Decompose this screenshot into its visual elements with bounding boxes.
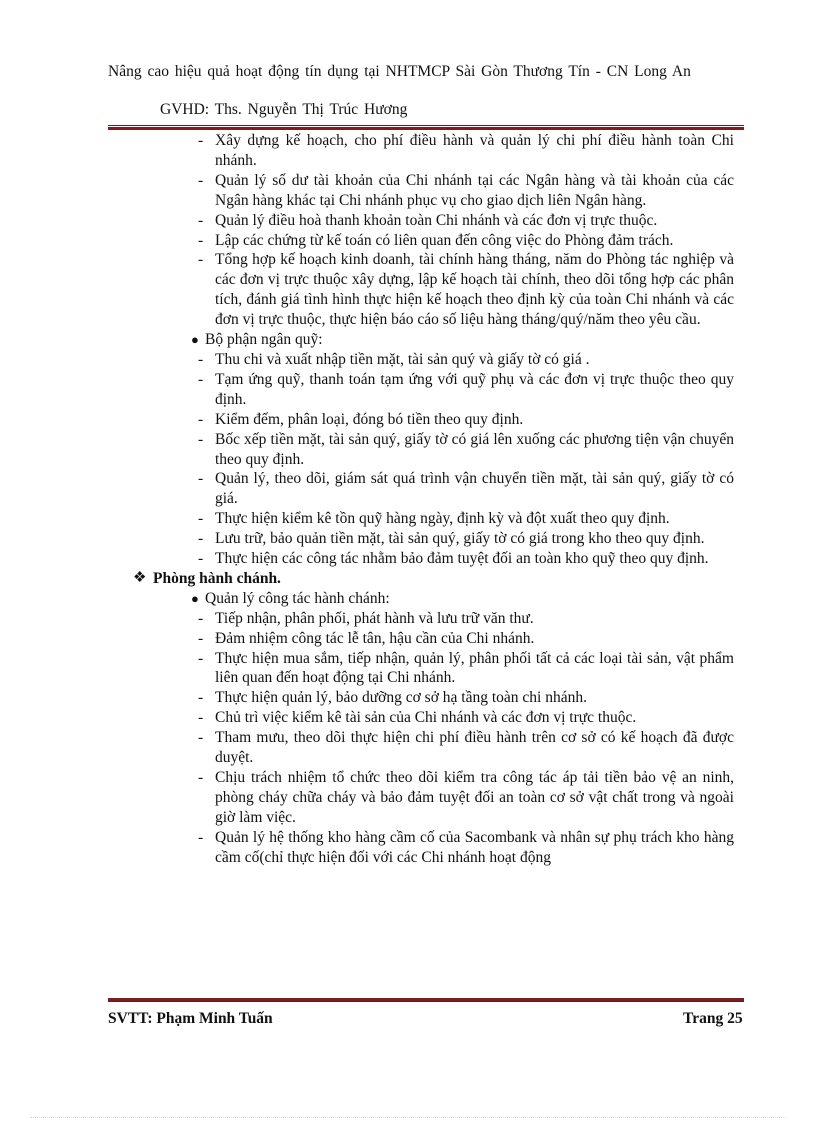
subheading-hanh-chanh [108,589,744,609]
dash-marker: - [198,550,204,568]
page-bottom-edge [30,1117,786,1118]
subheading-ngan-quy [108,330,744,350]
footer-divider [108,997,744,1002]
dash-marker: - [198,629,204,647]
list-item-text: Chịu trách nhiệm tổ chức theo dõi kiểm tra công tác áp tải tiền bảo vệ an ninh, phòng cháy chữa cháy và bảo đảm tuyệt đối an toàn cơ sở vật chất trong và ngoài giờ làm việc. [215,769,734,826]
dash-marker: - [198,530,204,548]
dash-list-finance [108,131,744,330]
dash-list-ngan-quy [108,350,744,569]
dash-marker: - [198,470,204,488]
list-item-text: Thực hiện các công tác nhằm bảo đảm tuyệt đối an toàn kho quỹ theo quy định. [215,550,709,568]
dash-marker: - [198,769,204,786]
page-number: Trang 25 [683,1010,743,1027]
dash-marker: - [198,370,204,388]
subheading-text: Bộ phận ngân quỹ: [205,331,323,349]
list-item [108,629,744,649]
list-item-text: Tiếp nhận, phân phối, phát hành và lưu trữ văn thư. [215,609,534,627]
dash-marker: - [198,729,204,747]
list-item [108,649,744,689]
header-divider [108,125,744,130]
list-item-text: Quản lý hệ thống kho hàng cầm cố của Sacombank và nhân sự phụ trách kho hàng cầm cố(chỉ thực hiện đối với các Chi nhánh hoạt động [215,828,734,866]
list-item-text: Lưu trữ, bảo quản tiền mặt, tài sản quý, giấy tờ có giá trong kho theo quy định. [215,530,705,548]
dash-marker: - [198,251,204,269]
header-title: Nâng cao hiệu quả hoạt động tín dụng tại NHTMCP Sài Gòn Thương Tín - CN Long An [108,63,691,80]
list-item-text: Bốc xếp tiền mặt, tài sản quý, giấy tờ có giá lên xuống các phương tiện vận chuyển theo quy định. [215,430,734,468]
dash-marker: - [198,709,204,727]
section-heading [108,569,744,589]
list-item [108,609,744,629]
page-body [108,131,744,868]
list-item-text: Tạm ứng quỹ, thanh toán tạm ứng với quỹ phụ và các đơn vị trực thuộc theo quy định. [215,370,734,408]
dash-marker: - [198,211,204,229]
list-item [108,430,744,470]
list-item [108,250,744,330]
subheading-text: Quản lý công tác hành chánh: [205,589,390,607]
list-item-text: Tham mưu, theo dõi thực hiện chi phí điều hành trên cơ sở có kế hoạch đã được duyệt. [215,729,734,767]
list-item [108,529,744,549]
dash-marker: - [198,231,204,249]
list-item [108,688,744,708]
dash-marker: - [198,828,204,846]
list-item-text: Chủ trì việc kiểm kê tài sản của Chi nhánh và các đơn vị trực thuộc. [215,709,637,727]
list-item [108,231,744,251]
list-item-text: Tổng hợp kế hoạch kinh doanh, tài chính hàng tháng, năm do Phòng tác nghiệp và các đơn vị trực thuộc xây dựng, lập kế hoạch tài chính, theo dõi tổng hợp các phân tích, đánh giá tình hình thực hiện kế hoạch theo định kỳ của toàn Chi nhánh và các đơn vị trực thuộc, thực hiện báo cáo số liệu hàng tháng/quý/năm theo yêu cầu. [215,251,734,329]
dash-marker: - [198,430,204,448]
list-item-text: Xây dựng kế hoạch, cho phí điều hành và quản lý chi phí điều hành toàn Chi nhánh. [215,132,734,169]
bullet-icon: ● [191,332,199,348]
dash-marker: - [198,171,204,189]
diamond-bullet-icon: ❖ [133,569,147,586]
dash-marker: - [198,609,204,627]
list-item [108,728,744,768]
footer-author: SVTT: Phạm Minh Tuấn [108,1010,273,1027]
dash-marker: - [198,689,204,707]
list-item-text: Quản lý điều hoà thanh khoản toàn Chi nhánh và các đơn vị trực thuộc. [215,211,658,229]
list-item-text: Thực hiện quản lý, bảo dưỡng cơ sở hạ tầng toàn chi nhánh. [215,689,587,707]
list-item [108,211,744,231]
list-item [108,131,744,171]
dash-list-hanh-chanh [108,609,744,868]
dash-marker: - [198,350,204,368]
list-item-text: Quản lý, theo dõi, giám sát quá trình vận chuyển tiền mặt, tài sản quý, giấy tờ có giá. [215,470,734,508]
list-item [108,370,744,410]
list-item [108,768,744,828]
list-item-text: Quản lý số dư tài khoản của Chi nhánh tại các Ngân hàng và tài khoản của các Ngân hàng khác tại Chi nhánh phục vụ cho giao dịch liên Ngân hàng. [215,171,734,209]
list-item [108,708,744,728]
list-item-text: Lập các chứng từ kế toán có liên quan đến công việc do Phòng đảm trách. [215,231,674,249]
list-item-text: Thực hiện kiểm kê tồn quỹ hàng ngày, định kỳ và đột xuất theo quy định. [215,510,670,528]
list-item [108,549,744,569]
header-advisor: GVHD: Ths. Nguyễn Thị Trúc Hương [160,101,408,118]
list-item [108,469,744,509]
list-item [108,828,744,868]
list-item [108,171,744,211]
list-item-text: Thu chi và xuất nhập tiền mặt, tài sản quý và giấy tờ có giá . [215,350,590,368]
list-item-text: Thực hiện mua sắm, tiếp nhận, quản lý, phân phối tất cả các loại tài sản, vật phẩm liên quan đến hoạt động tại Chi nhánh. [215,649,734,687]
dash-marker: - [198,132,204,149]
list-item [108,509,744,529]
dash-marker: - [198,649,204,667]
bullet-icon: ● [191,590,199,606]
section-heading-text: Phòng hành chánh. [153,569,281,587]
dash-marker: - [198,510,204,528]
list-item-text: Kiểm đếm, phân loại, đóng bó tiền theo quy định. [215,410,524,428]
list-item-text: Đảm nhiệm công tác lễ tân, hậu cần của Chi nhánh. [215,629,535,647]
dash-marker: - [198,410,204,428]
list-item [108,410,744,430]
list-item [108,350,744,370]
